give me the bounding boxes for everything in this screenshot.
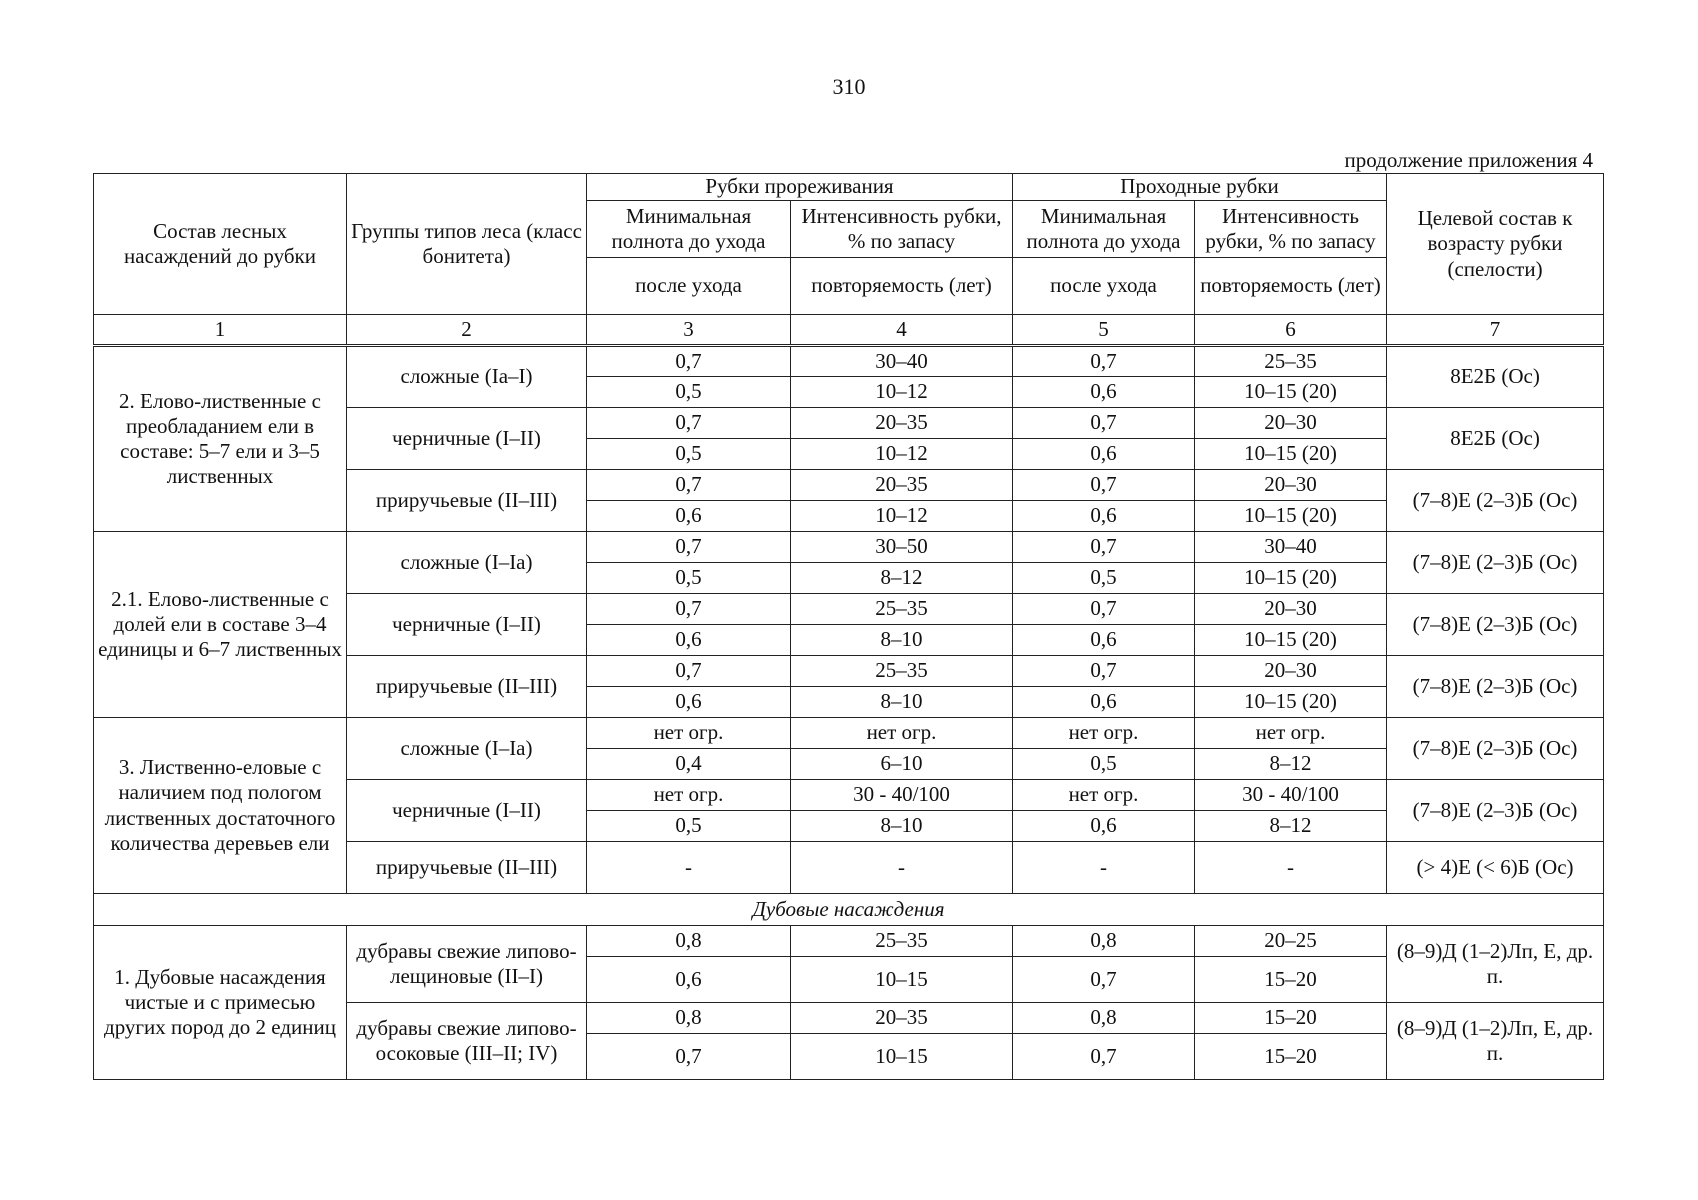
value-cell: 30–40 xyxy=(1195,532,1387,563)
value-cell: 8–12 xyxy=(791,563,1013,594)
value-cell: 15–20 xyxy=(1195,1003,1387,1034)
value-cell: 0,5 xyxy=(587,811,791,842)
target-composition-cell: (7–8)Е (2–3)Б (Ос) xyxy=(1387,532,1604,594)
value-cell: 20–35 xyxy=(791,1003,1013,1034)
value-cell: 10–15 (20) xyxy=(1195,687,1387,718)
column-number: 3 xyxy=(587,315,791,346)
table-row xyxy=(94,718,1604,749)
value-cell: 20–35 xyxy=(791,470,1013,501)
value-cell: нет огр. xyxy=(1013,718,1195,749)
header-repeatability-a: повторяемость (лет) xyxy=(791,258,1013,315)
value-cell: 30 - 40/100 xyxy=(1195,780,1387,811)
value-cell: 10–15 (20) xyxy=(1195,439,1387,470)
forest-type-cell: сложные (I–Ia) xyxy=(347,718,587,780)
value-cell: 8–12 xyxy=(1195,749,1387,780)
target-composition-cell: 8Е2Б (Ос) xyxy=(1387,346,1604,408)
value-cell: 25–35 xyxy=(791,656,1013,687)
value-cell: 30–50 xyxy=(791,532,1013,563)
forest-type-cell: сложные (I–Ia) xyxy=(347,532,587,594)
page-number: 310 xyxy=(832,74,866,99)
composition-cell: 2.1. Елово-лиственные с долей ели в составе 3–4 единицы и 6–7 лиственных xyxy=(94,532,347,718)
value-cell: 0,6 xyxy=(1013,377,1195,408)
header-intensity-b: Интенсивность рубки, % по запасу xyxy=(1195,201,1387,258)
value-cell: 10–15 (20) xyxy=(1195,563,1387,594)
value-cell: 0,7 xyxy=(1013,346,1195,377)
column-number: 6 xyxy=(1195,315,1387,346)
value-cell: 0,5 xyxy=(587,563,791,594)
value-cell: 25–35 xyxy=(791,926,1013,957)
section-title-row xyxy=(94,894,1604,926)
forest-type-cell: дубравы свежие липово-осоковые (III–II; IV) xyxy=(347,1003,587,1080)
header-passage-cuts: Проходные рубки xyxy=(1013,174,1387,201)
target-composition-cell: (7–8)Е (2–3)Б (Ос) xyxy=(1387,718,1604,780)
value-cell: 30 - 40/100 xyxy=(791,780,1013,811)
header-repeatability-b: повторяемость (лет) xyxy=(1195,258,1387,315)
value-cell: - xyxy=(587,842,791,894)
value-cell: 0,6 xyxy=(587,625,791,656)
forest-type-cell: сложные (Ia–I) xyxy=(347,346,587,408)
header-forest-type: Группы типов леса (класс бонитета) xyxy=(347,174,587,315)
header-composition: Состав лесных насаждений до рубки xyxy=(94,174,347,315)
target-composition-cell: (7–8)Е (2–3)Б (Ос) xyxy=(1387,656,1604,718)
value-cell: 0,6 xyxy=(587,687,791,718)
header-thinning-cuts: Рубки прореживания xyxy=(587,174,1013,201)
column-number-row xyxy=(94,315,1604,346)
value-cell: 0,4 xyxy=(587,749,791,780)
value-cell: нет огр. xyxy=(1013,780,1195,811)
value-cell: 0,6 xyxy=(1013,439,1195,470)
value-cell: нет огр. xyxy=(587,718,791,749)
value-cell: 15–20 xyxy=(1195,1034,1387,1080)
value-cell: 8–10 xyxy=(791,687,1013,718)
value-cell: 10–15 xyxy=(791,957,1013,1003)
column-number: 4 xyxy=(791,315,1013,346)
value-cell: 0,8 xyxy=(1013,1003,1195,1034)
value-cell: 0,7 xyxy=(587,470,791,501)
table-row xyxy=(94,532,1604,563)
header-min-density-a: Минимальная полнота до ухода xyxy=(587,201,791,258)
value-cell: 0,6 xyxy=(1013,811,1195,842)
continuation-label: продолжение приложения 4 xyxy=(1344,148,1593,172)
value-cell: 0,7 xyxy=(587,408,791,439)
forest-type-cell: черничные (I–II) xyxy=(347,408,587,470)
target-composition-cell: (8–9)Д (1–2)Лп, Е, др. п. xyxy=(1387,1003,1604,1080)
value-cell: 10–15 xyxy=(791,1034,1013,1080)
value-cell: 15–20 xyxy=(1195,957,1387,1003)
table-body xyxy=(94,346,1604,1080)
value-cell: 0,8 xyxy=(587,1003,791,1034)
value-cell: 0,7 xyxy=(1013,408,1195,439)
value-cell: - xyxy=(791,842,1013,894)
value-cell: 0,6 xyxy=(1013,501,1195,532)
value-cell: 10–15 (20) xyxy=(1195,625,1387,656)
value-cell: 20–25 xyxy=(1195,926,1387,957)
forest-type-cell: черничные (I–II) xyxy=(347,594,587,656)
value-cell: 0,5 xyxy=(1013,749,1195,780)
value-cell: 0,6 xyxy=(587,957,791,1003)
value-cell: 25–35 xyxy=(791,594,1013,625)
value-cell: 10–15 (20) xyxy=(1195,377,1387,408)
value-cell: 0,7 xyxy=(587,656,791,687)
value-cell: 0,7 xyxy=(587,1034,791,1080)
value-cell: 20–30 xyxy=(1195,656,1387,687)
forest-thinning-table xyxy=(93,173,1604,1080)
value-cell: 20–30 xyxy=(1195,594,1387,625)
value-cell: 0,8 xyxy=(1013,926,1195,957)
header-min-density-b: Минимальная полнота до ухода xyxy=(1013,201,1195,258)
section-title: Дубовые насаждения xyxy=(94,894,1604,926)
header-after-care-b: после ухода xyxy=(1013,258,1195,315)
table-row xyxy=(94,926,1604,957)
value-cell: 0,5 xyxy=(1013,563,1195,594)
value-cell: 10–12 xyxy=(791,439,1013,470)
composition-cell: 2. Елово-лиственные с преобладанием ели в составе: 5–7 ели и 3–5 лиственных xyxy=(94,346,347,532)
value-cell: 8–10 xyxy=(791,625,1013,656)
value-cell: 0,7 xyxy=(1013,532,1195,563)
target-composition-cell: 8Е2Б (Ос) xyxy=(1387,408,1604,470)
value-cell: 20–35 xyxy=(791,408,1013,439)
header-intensity-a: Интенсивность рубки, % по запасу xyxy=(791,201,1013,258)
header-target-composition: Целевой состав к возрасту рубки (спелости) xyxy=(1387,174,1604,315)
forest-type-cell: приручьевые (II–III) xyxy=(347,470,587,532)
value-cell: 10–15 (20) xyxy=(1195,501,1387,532)
value-cell: 0,6 xyxy=(1013,625,1195,656)
column-number: 2 xyxy=(347,315,587,346)
forest-type-cell: приручьевые (II–III) xyxy=(347,842,587,894)
value-cell: 0,7 xyxy=(1013,656,1195,687)
value-cell: - xyxy=(1013,842,1195,894)
target-composition-cell: (7–8)Е (2–3)Б (Ос) xyxy=(1387,780,1604,842)
value-cell: 0,7 xyxy=(587,532,791,563)
composition-cell: 3. Лиственно-еловые с наличием под пологом лиственных достаточного количества деревьев ели xyxy=(94,718,347,894)
forest-type-cell: черничные (I–II) xyxy=(347,780,587,842)
value-cell: 30–40 xyxy=(791,346,1013,377)
forest-type-cell: дубравы свежие липово-лещиновые (II–I) xyxy=(347,926,587,1003)
value-cell: 0,8 xyxy=(587,926,791,957)
column-number: 1 xyxy=(94,315,347,346)
value-cell: 0,5 xyxy=(587,439,791,470)
value-cell: 0,7 xyxy=(1013,1034,1195,1080)
value-cell: 0,5 xyxy=(587,377,791,408)
composition-cell: 1. Дубовые насаждения чистые и с примесью других пород до 2 единиц xyxy=(94,926,347,1080)
value-cell: нет огр. xyxy=(1195,718,1387,749)
value-cell: 8–10 xyxy=(791,811,1013,842)
value-cell: 0,6 xyxy=(587,501,791,532)
value-cell: - xyxy=(1195,842,1387,894)
target-composition-cell: (8–9)Д (1–2)Лп, Е, др. п. xyxy=(1387,926,1604,1003)
column-number: 7 xyxy=(1387,315,1604,346)
value-cell: 0,7 xyxy=(587,594,791,625)
target-composition-cell: (7–8)Е (2–3)Б (Ос) xyxy=(1387,594,1604,656)
value-cell: 25–35 xyxy=(1195,346,1387,377)
target-composition-cell: (7–8)Е (2–3)Б (Ос) xyxy=(1387,470,1604,532)
value-cell: 10–12 xyxy=(791,501,1013,532)
column-number: 5 xyxy=(1013,315,1195,346)
table-row xyxy=(94,346,1604,377)
value-cell: 10–12 xyxy=(791,377,1013,408)
value-cell: 0,7 xyxy=(587,346,791,377)
header-after-care-a: после ухода xyxy=(587,258,791,315)
value-cell: 6–10 xyxy=(791,749,1013,780)
value-cell: 20–30 xyxy=(1195,408,1387,439)
value-cell: 20–30 xyxy=(1195,470,1387,501)
value-cell: нет огр. xyxy=(587,780,791,811)
forest-type-cell: приручьевые (II–III) xyxy=(347,656,587,718)
target-composition-cell: (> 4)Е (< 6)Б (Ос) xyxy=(1387,842,1604,894)
value-cell: нет огр. xyxy=(791,718,1013,749)
value-cell: 8–12 xyxy=(1195,811,1387,842)
value-cell: 0,7 xyxy=(1013,594,1195,625)
value-cell: 0,6 xyxy=(1013,687,1195,718)
value-cell: 0,7 xyxy=(1013,470,1195,501)
value-cell: 0,7 xyxy=(1013,957,1195,1003)
